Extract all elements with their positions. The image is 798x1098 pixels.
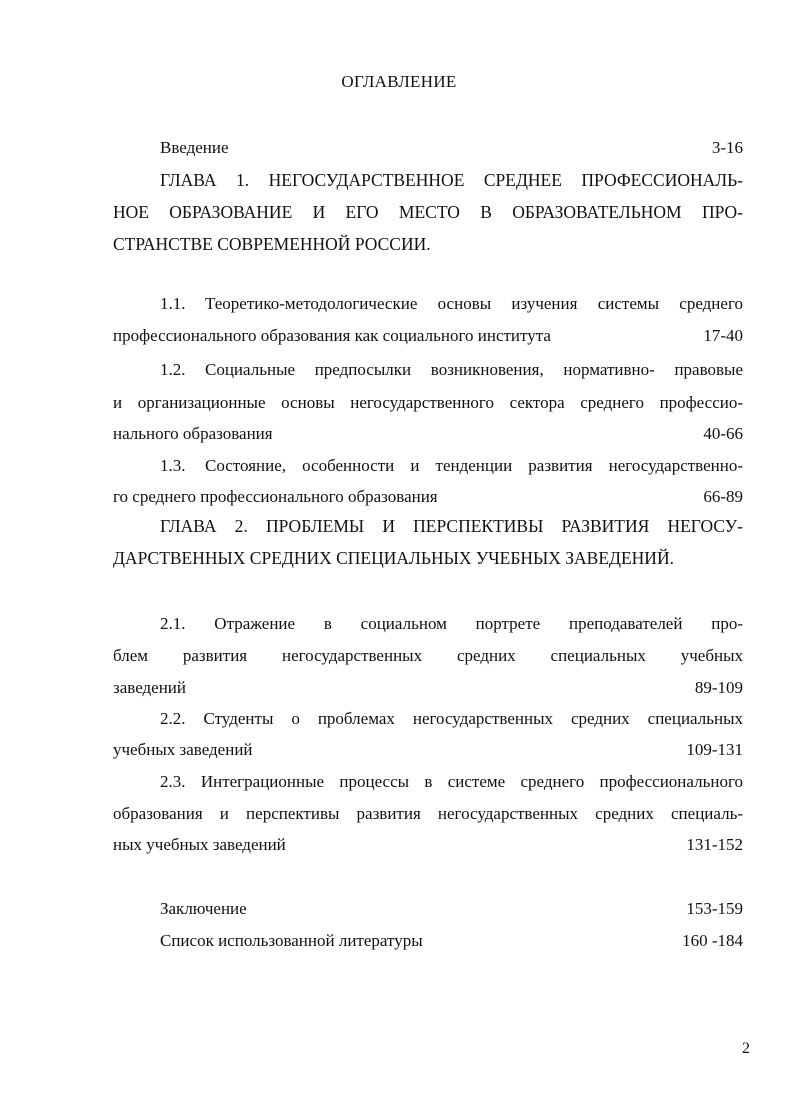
section-pages: 89-109 (694, 678, 743, 697)
section-1-2-line-3 (113, 424, 743, 444)
toc-entry-pages: 160 -184 (682, 931, 743, 950)
section-pages: 40-66 (703, 424, 743, 443)
section-number: 1.3. (160, 456, 186, 475)
section-text: нального образования (113, 424, 273, 443)
page-title: ОГЛАВЛЕНИЕ (341, 72, 457, 91)
section-pages: 131-152 (686, 835, 743, 854)
section-pages: 17-40 (703, 326, 743, 345)
toc-entry-pages: 3-16 (711, 138, 743, 157)
chapter-1-heading-line-3: СТРАНСТВЕ СОВРЕМЕННОЙ РОССИИ. (113, 234, 431, 254)
section-1-1-line-2 (113, 326, 743, 346)
section-text: Теоретико-методологические основы изучения системы среднего (205, 294, 743, 313)
section-2-1-line-3 (113, 678, 743, 698)
section-1-2-line-2: и организационные основы негосударственного сектора среднего профессио- (113, 393, 743, 412)
toc-entry-label: Заключение (160, 899, 247, 918)
page-number: 2 (742, 1040, 750, 1057)
section-2-2-line-2 (113, 740, 743, 760)
chapter-2-heading-line-1: ГЛАВА 2. ПРОБЛЕМЫ И ПЕРСПЕКТИВЫ РАЗВИТИЯ НЕГОСУ- (160, 516, 743, 536)
section-text: го среднего профессионального образования (113, 487, 438, 506)
chapter-1-heading-line-2: НОЕ ОБРАЗОВАНИЕ И ЕГО МЕСТО В ОБРАЗОВАТЕЛЬНОМ ПРО- (113, 202, 743, 222)
section-text: профессионального образования как социального института (113, 326, 551, 345)
section-2-3-line-2: образования и перспективы развития негосударственных средних специаль- (113, 804, 743, 823)
toc-entry-label: Введение (160, 138, 229, 157)
section-2-1-line-2: блем развития негосударственных средних специальных учебных (113, 646, 743, 665)
toc-entry-intro (160, 138, 743, 158)
toc-entry-pages: 153-159 (686, 899, 743, 918)
section-1-1-line-1 (160, 294, 743, 314)
section-2-1-line-1: 2.1. Отражение в социальном портрете преподавателей про- (160, 614, 743, 633)
section-2-2-line-1: 2.2. Студенты о проблемах негосударственных средних специальных (160, 709, 743, 728)
section-1-2-line-1 (160, 360, 743, 380)
section-number: 1.1. (160, 294, 186, 313)
toc-entry-conclusion (160, 899, 743, 919)
section-text: Состояние, особенности и тенденции развития негосударственно- (205, 456, 743, 475)
chapter-1-heading-line-1: ГЛАВА 1. НЕГОСУДАРСТВЕННОЕ СРЕДНЕЕ ПРОФЕССИОНАЛЬ- (160, 170, 743, 190)
section-pages: 109-131 (686, 740, 743, 759)
section-2-3-line-1: 2.3. Интеграционные процессы в системе среднего профессионального (160, 772, 743, 791)
section-text: ных учебных заведений (113, 835, 286, 854)
section-1-3-line-2 (113, 487, 743, 507)
section-2-3-line-3 (113, 835, 743, 855)
section-text: заведений (113, 678, 186, 697)
toc-entry-label: Список использованной литературы (160, 931, 423, 950)
section-text: учебных заведений (113, 740, 253, 759)
section-text: Социальные предпосылки возникновения, нормативно- правовые (205, 360, 743, 379)
toc-entry-bibliography (160, 931, 743, 951)
section-number: 1.2. (160, 360, 186, 379)
chapter-2-heading-line-2: ДАРСТВЕННЫХ СРЕДНИХ СПЕЦИАЛЬНЫХ УЧЕБНЫХ ЗАВЕДЕНИЙ. (113, 548, 674, 568)
section-pages: 66-89 (703, 487, 743, 506)
section-1-3-line-1 (160, 456, 743, 476)
